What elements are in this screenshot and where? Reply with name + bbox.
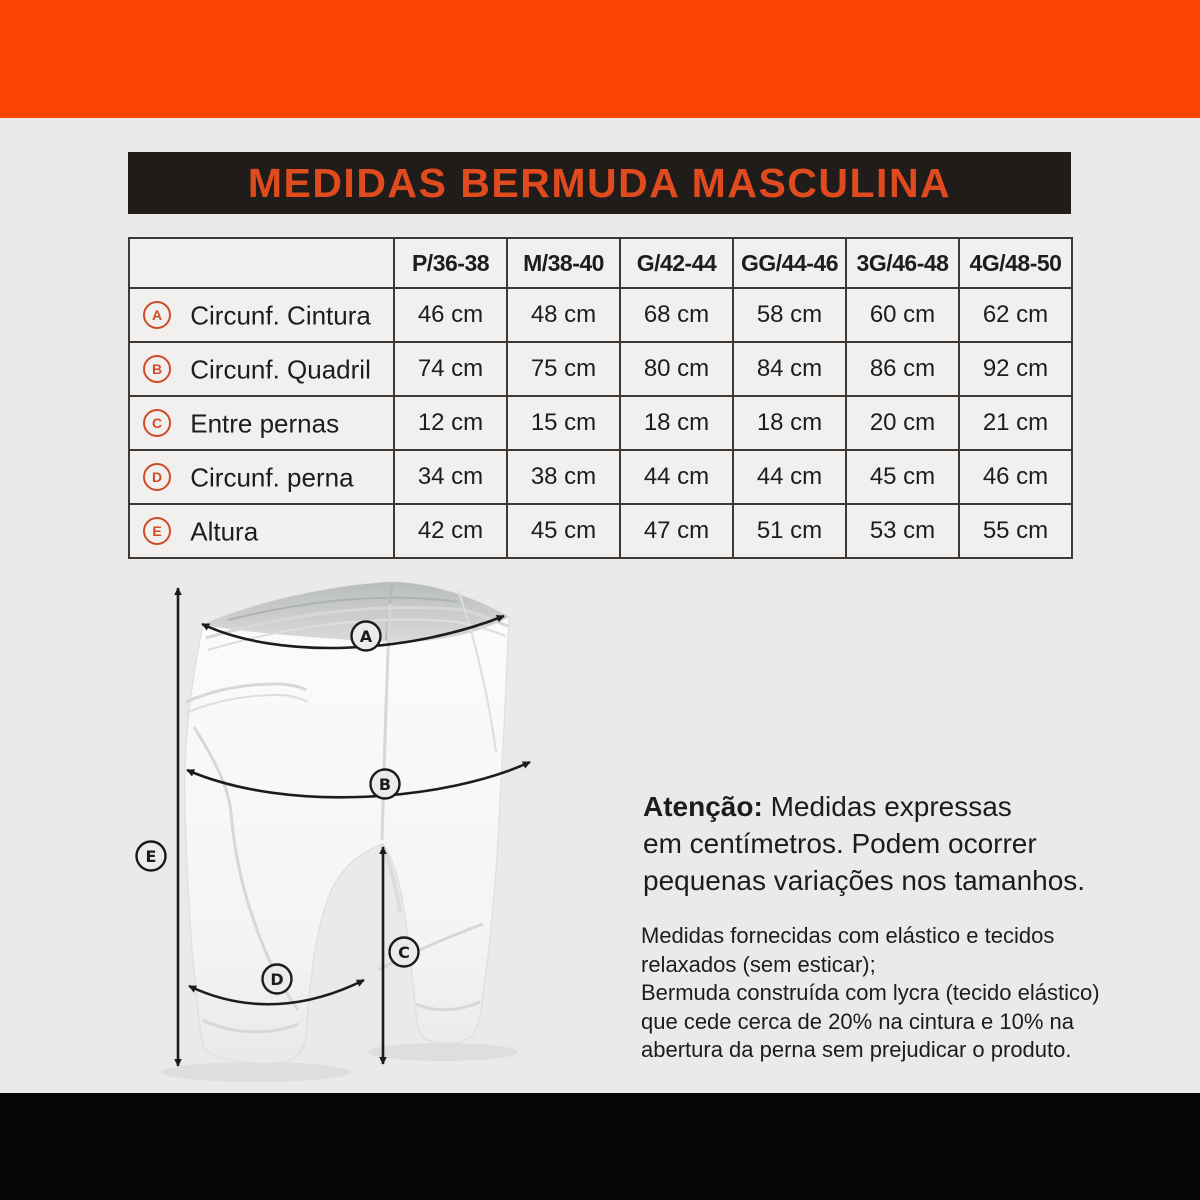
measure-value: 34 cm [394,450,507,504]
row-label-cell [129,450,394,504]
row-label: Circunf. Quadril [190,354,371,385]
letter-badge-b: B [143,355,171,383]
measure-value: 18 cm [733,396,846,450]
measure-value: 46 cm [959,450,1072,504]
attention-line: em centímetros. Podem ocorrer [643,828,1037,859]
measure-value: 58 cm [733,288,846,342]
measure-value: 15 cm [507,396,620,450]
measure-value: 68 cm [620,288,733,342]
measure-value: 44 cm [733,450,846,504]
row-label-cell [129,342,394,396]
shorts-drawing [161,582,518,1082]
measure-value: 12 cm [394,396,507,450]
fabric-notes [641,922,1121,1065]
note-line: Medidas fornecidas com elástico e tecidos [641,923,1055,948]
measure-value: 21 cm [959,396,1072,450]
table-header-row [129,238,1072,288]
letter-badge-d: D [143,463,171,491]
measure-value: 48 cm [507,288,620,342]
measure-value: 55 cm [959,504,1072,558]
measure-value: 60 cm [846,288,959,342]
attention-line [643,788,1123,825]
size-col-header: 3G/46-48 [846,238,959,288]
measure-value: 46 cm [394,288,507,342]
measure-value: 53 cm [846,504,959,558]
measure-value: 84 cm [733,342,846,396]
table-row-entrepernas [129,396,1072,450]
note-line: relaxados (sem esticar); [641,951,876,977]
letter-badge-e: E [143,517,171,545]
row-label: Circunf. perna [190,462,354,493]
measure-value: 92 cm [959,342,1072,396]
row-label: Circunf. Cintura [190,300,371,331]
measure-value: 45 cm [846,450,959,504]
measure-value: 86 cm [846,342,959,396]
size-table [128,237,1073,559]
size-col-header: P/36-38 [394,238,507,288]
top-orange-banner [0,0,1200,118]
page-title: MEDIDAS BERMUDA MASCULINA [247,159,952,206]
label-letter-c: C [398,943,410,962]
shorts-measurement-diagram [128,572,663,1097]
size-col-header: G/42-44 [620,238,733,288]
note-line: que cede cerca de 20% na cintura e 10% na [641,1008,1074,1034]
table-row-cintura [129,288,1072,342]
measure-value: 51 cm [733,504,846,558]
label-letter-e: E [145,847,157,866]
measure-value: 20 cm [846,396,959,450]
corner-cell [129,238,394,288]
row-label: Altura [190,516,259,547]
size-col-header: 4G/48-50 [959,238,1072,288]
table-row-perna [129,450,1072,504]
label-letter-a: A [359,627,373,646]
table-row-quadril [129,342,1072,396]
measure-value: 44 cm [620,450,733,504]
measure-value: 75 cm [507,342,620,396]
label-letter-d: D [270,970,284,989]
measure-value: 42 cm [394,504,507,558]
attention-line: pequenas variações nos tamanhos. [643,865,1086,896]
measure-value: 45 cm [507,504,620,558]
title-bar [128,152,1071,214]
measure-value: 18 cm [620,396,733,450]
size-col-header: GG/44-46 [733,238,846,288]
attention-keyword: Atenção: [643,791,763,822]
label-letter-b: B [378,775,392,794]
row-label-cell [129,396,394,450]
attention-text: Medidas expressas [762,791,1012,822]
shadow [368,1043,518,1061]
attention-note [643,788,1123,899]
measure-value: 80 cm [620,342,733,396]
note-line: Bermuda construída com lycra (tecido elástico) [641,980,1100,1005]
row-label-cell [129,288,394,342]
measure-value: 47 cm [620,504,733,558]
measure-value: 74 cm [394,342,507,396]
measure-value: 38 cm [507,450,620,504]
note-line: abertura da perna sem prejudicar o produto. [641,1037,1072,1062]
table-row-altura [129,504,1072,558]
shadow [161,1062,351,1082]
row-label: Entre pernas [190,408,340,439]
measure-value: 62 cm [959,288,1072,342]
bottom-black-banner [0,1093,1200,1200]
size-col-header: M/38-40 [507,238,620,288]
row-label-cell [129,504,394,558]
letter-badge-c: C [143,409,171,437]
letter-badge-a: A [143,301,171,329]
